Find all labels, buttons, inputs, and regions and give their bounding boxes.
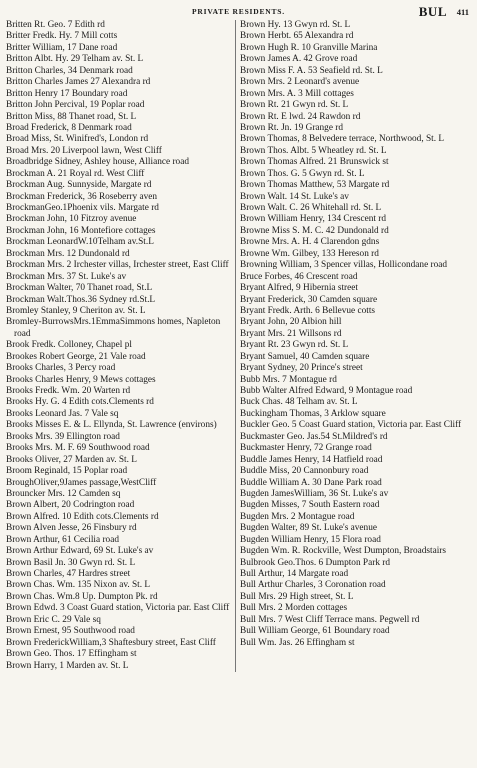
- resident-entry: Bryant John, 20 Albion hill: [240, 317, 342, 328]
- resident-entry: Bryant Mrs. 21 Willsons rd: [240, 328, 342, 339]
- resident-entry: Brown Thos. G. 5 Gwyn rd. St. L: [240, 168, 365, 179]
- directory-columns: [6, 20, 471, 672]
- page-number: 411: [456, 7, 469, 17]
- resident-entry: Britton Charles, 34 Denmark road: [6, 65, 133, 76]
- resident-entry: Brown FrederickWilliam,3 Shaftesbury street, East Cliff: [6, 637, 216, 648]
- resident-entry: Brown Rt. E lwd. 24 Rawdon rd: [240, 111, 361, 122]
- resident-entry: Brooks Charles, 3 Percy road: [6, 363, 116, 374]
- resident-entry: Brown Walt. 14 St. Luke's av: [240, 191, 349, 202]
- resident-entry: Buckler Geo. 5 Coast Guard station, Victoria par. East Cliff: [240, 420, 462, 431]
- resident-entry: Brooks Charles Henry, 9 Mews cottages: [6, 374, 156, 385]
- resident-entry: Brown Chas. Wm. 135 Nixon av. St. L: [6, 580, 151, 591]
- resident-entry: Bugden JamesWilliam, 36 St. Luke's av: [240, 488, 389, 499]
- resident-entry: Brown Thomas Alfred. 21 Brunswick st: [240, 157, 389, 168]
- resident-entry: Buckmaster Henry, 72 Grange road: [240, 443, 372, 454]
- resident-entry: Brooks Oliver, 27 Marden av. St. L: [6, 454, 137, 465]
- resident-entry: Bruce Forbes, 46 Crescent road: [240, 271, 358, 282]
- resident-entry: Brockman John, 16 Montefiore cottages: [6, 225, 156, 236]
- resident-entry: Bugden Walter, 89 St. Luke's avenue: [240, 523, 377, 534]
- resident-entry: Brown Mrs. A. 3 Mill cottages: [240, 88, 354, 99]
- resident-entry: Brooks Leonard Jas. 7 Vale sq: [6, 408, 119, 419]
- resident-entry: Bryant Alfred, 9 Hibernia street: [240, 283, 358, 294]
- resident-entry: Brown Ernest, 95 Southwood road: [6, 626, 135, 637]
- resident-entry: Brookes Robert George, 21 Vale road: [6, 351, 146, 362]
- resident-entry: Brooks Fredk. Wm. 20 Warten rd: [6, 386, 131, 396]
- running-title: PRIVATE RESIDENTS.: [192, 7, 285, 16]
- resident-entry: Bryant Sydney, 20 Prince's street: [240, 363, 363, 374]
- resident-entry: Brockman John, 10 Fitzroy avenue: [6, 214, 137, 225]
- resident-entry: Britten Rt. Geo. 7 Edith rd: [6, 20, 105, 30]
- right-column: [236, 20, 466, 672]
- resident-entry: Brockman Mrs. 37 St. Luke's av: [6, 271, 127, 282]
- resident-entry: Brown Arthur, 61 Cecilia road: [6, 534, 119, 545]
- resident-entry: Brockman A. 21 Royal rd. West Cliff: [6, 168, 145, 179]
- resident-entry: Brockman Frederick, 36 Roseberry aven: [6, 191, 158, 202]
- resident-entry: Bull Arthur, 14 Margate road: [240, 569, 349, 579]
- resident-entry: Brown Geo. Thos. 17 Effingham st: [6, 649, 137, 660]
- resident-entry: Brooks Misses E. & L. Ellynda, St. Lawrence (environs): [6, 420, 217, 431]
- resident-entry: Brown Rt. 21 Gwyn rd. St. L: [240, 100, 349, 111]
- resident-entry: Buck Chas. 48 Telham av. St. L: [240, 397, 358, 408]
- resident-entry: Bull Mrs. 2 Morden cottages: [240, 603, 348, 614]
- resident-entry: Brockman Walt.Thos.36 Sydney rd.St.L: [6, 294, 156, 305]
- resident-entry: Bugden William Henry, 15 Flora road: [240, 534, 381, 545]
- resident-entry: Browne Wm. Gilbey, 133 Hereson rd: [240, 248, 379, 259]
- resident-entry: Bull Wm. Jas. 26 Effingham st: [240, 637, 355, 648]
- resident-entry: Brown Alfred. 10 Edith cots.Clements rd: [6, 511, 159, 522]
- resident-entry: Broad Frederick, 8 Denmark road: [6, 122, 132, 133]
- resident-entry: Bull William George, 61 Boundary road: [240, 626, 390, 637]
- resident-entry: Britton John Percival, 19 Poplar road: [6, 100, 145, 111]
- resident-entry: Browning William, 3 Spencer villas, Hollicondane road: [240, 260, 448, 271]
- resident-entry: Browne Mrs. A. H. 4 Clarendon gdns: [240, 237, 380, 248]
- resident-entry: Britton Charles James 27 Alexandra rd: [6, 77, 151, 88]
- resident-entry: Bull Arthur Charles, 3 Coronation road: [240, 580, 386, 591]
- resident-entry: Brown Arthur Edward, 69 St. Luke's av: [6, 546, 154, 557]
- resident-entry: Brown William Henry, 134 Crescent rd: [240, 214, 387, 225]
- resident-entry: BrockmanGeo.1Phoenix vils. Margate rd: [6, 203, 159, 213]
- resident-entry: Brown Albert, 20 Codrington road: [6, 500, 135, 511]
- resident-entry: Broom Reginald, 15 Poplar road: [6, 466, 128, 477]
- resident-entry: Bryant Rt. 23 Gwyn rd. St. L: [240, 340, 349, 351]
- resident-entry: Brockman Aug. Sunnyside, Margate rd: [6, 180, 152, 191]
- resident-entry: Brown James A. 42 Grove road: [240, 54, 358, 65]
- resident-entry: Brown Eric C. 29 Vale sq: [6, 614, 101, 625]
- resident-entry: Bull Mrs. 29 High street, St. L: [240, 591, 354, 602]
- resident-entry: Bulbrook Geo.Thos. 6 Dumpton Park rd: [240, 557, 391, 568]
- resident-entry: Brooks Mrs. M. F. 69 Southwood road: [6, 443, 150, 454]
- resident-entry: Buddle Miss, 20 Cannonbury road: [240, 466, 369, 477]
- resident-entry: Brown Chas. Wm.8 Up. Dumpton Pk. rd: [6, 591, 158, 602]
- resident-entry: Brown Hugh R. 10 Granville Marina: [240, 42, 378, 53]
- resident-entry: Brown Harry, 1 Marden av. St. L: [6, 660, 129, 671]
- resident-entry: Bubb Walter Alfred Edward, 9 Montague road: [240, 386, 413, 396]
- resident-entry: Britter Fredk. Hy. 7 Mill cotts: [6, 31, 118, 42]
- resident-entry: Bromley-BurrowsMrs.1EmmaSimmons homes, Napleton road: [6, 317, 221, 339]
- resident-entry: Brown Edwd. 3 Coast Guard station, Victoria par. East Cliff: [6, 603, 230, 614]
- resident-entry: Broad Miss, St. Winifred's, London rd: [6, 134, 149, 145]
- resident-entry: Brown Basil Jn. 30 Gwyn rd. St. L: [6, 557, 136, 568]
- resident-entry: Britter William, 17 Dane road: [6, 42, 118, 53]
- resident-entry: Buckingham Thomas, 3 Arklow square: [240, 408, 386, 419]
- resident-entry: Brouncker Mrs. 12 Camden sq: [6, 488, 121, 499]
- resident-entry: Bubb Mrs. 7 Montague rd: [240, 374, 337, 385]
- resident-entry: Britton Henry 17 Boundary road: [6, 88, 128, 99]
- resident-entry: Buddle James Henry, 14 Hatfield road: [240, 454, 383, 465]
- resident-entry: Brook Fredk. Colloney, Chapel pl: [6, 340, 132, 351]
- resident-entry: Brockman Walter, 70 Thanet road, St.L: [6, 283, 153, 294]
- resident-entry: Brown Hy. 13 Gwyn rd. St. L: [240, 20, 351, 30]
- resident-entry: Brown Thos. Albt. 5 Wheatley rd. St. L: [240, 145, 387, 156]
- resident-entry: Broadbridge Sidney, Ashley house, Alliance road: [6, 157, 189, 168]
- resident-entry: Buckmaster Geo. Jas.54 St.Mildred's rd: [240, 431, 388, 442]
- resident-entry: Brooks Hy. G. 4 Edith cots.Clements rd: [6, 397, 154, 408]
- resident-entry: Britton Albt. Hy. 29 Telham av. St. L: [6, 54, 144, 65]
- resident-entry: Brockman Mrs. 12 Dundonald rd: [6, 248, 130, 259]
- resident-entry: Buddle William A. 30 Dane Park road: [240, 477, 382, 488]
- resident-entry: Bryant Fredk. Arth. 6 Bellevue cotts: [240, 305, 376, 316]
- resident-entry: Brown Miss F. A. 53 Seafield rd. St. L: [240, 65, 383, 76]
- resident-entry: Bugden Misses, 7 South Eastern road: [240, 500, 380, 511]
- resident-entry: Bugden Wm. R. Rockville, West Dumpton, Broadstairs: [240, 546, 447, 557]
- resident-entry: Bryant Frederick, 30 Camden square: [240, 294, 378, 305]
- resident-entry: Bromley Stanley, 9 Cheriton av. St. L: [6, 305, 146, 316]
- resident-entry: Bugden Mrs. 2 Montague road: [240, 511, 355, 522]
- resident-entry: Broad Mrs. 20 Liverpool lawn, West Cliff: [6, 145, 162, 156]
- resident-entry: Brown Charles, 47 Hardres street: [6, 569, 131, 579]
- resident-entry: Brooks Mrs. 39 Ellington road: [6, 431, 120, 442]
- resident-entry: BroughOliver,9James passage,WestCliff: [6, 477, 157, 488]
- resident-entry: Brown Rt. Jn. 19 Grange rd: [240, 122, 344, 133]
- resident-entry: Brown Herbt. 65 Alexandra rd: [240, 31, 354, 42]
- resident-entry: Brockman LeonardW.10Telham av.St.L: [6, 237, 154, 248]
- resident-entry: Brockman Mrs. 2 Irchester villas, Irchester street, East Cliff: [6, 260, 229, 271]
- resident-entry: Britton Miss, 88 Thanet road, St. L: [6, 111, 137, 122]
- page-header: [6, 4, 471, 20]
- resident-entry: Brown Walt. C. 26 Whitehall rd. St. L: [240, 203, 382, 213]
- resident-entry: Bryant Samuel, 40 Camden square: [240, 351, 370, 362]
- resident-entry: Brown Thomas Matthew, 53 Margate rd: [240, 180, 390, 191]
- resident-entry: Brown Thomas, 8 Belvedere terrace, Northwood, St. L: [240, 134, 445, 145]
- resident-entry: Bull Mrs. 7 West Cliff Terrace mans. Pegwell rd: [240, 614, 420, 625]
- resident-entry: Browne Miss S. M. C. 42 Dundonald rd: [240, 225, 389, 236]
- section-key: BUL: [418, 4, 447, 19]
- left-column: [6, 20, 236, 672]
- resident-entry: Brown Alven Jesse, 26 Finsbury rd: [6, 523, 137, 534]
- resident-entry: Brown Mrs. 2 Leonard's avenue: [240, 77, 360, 88]
